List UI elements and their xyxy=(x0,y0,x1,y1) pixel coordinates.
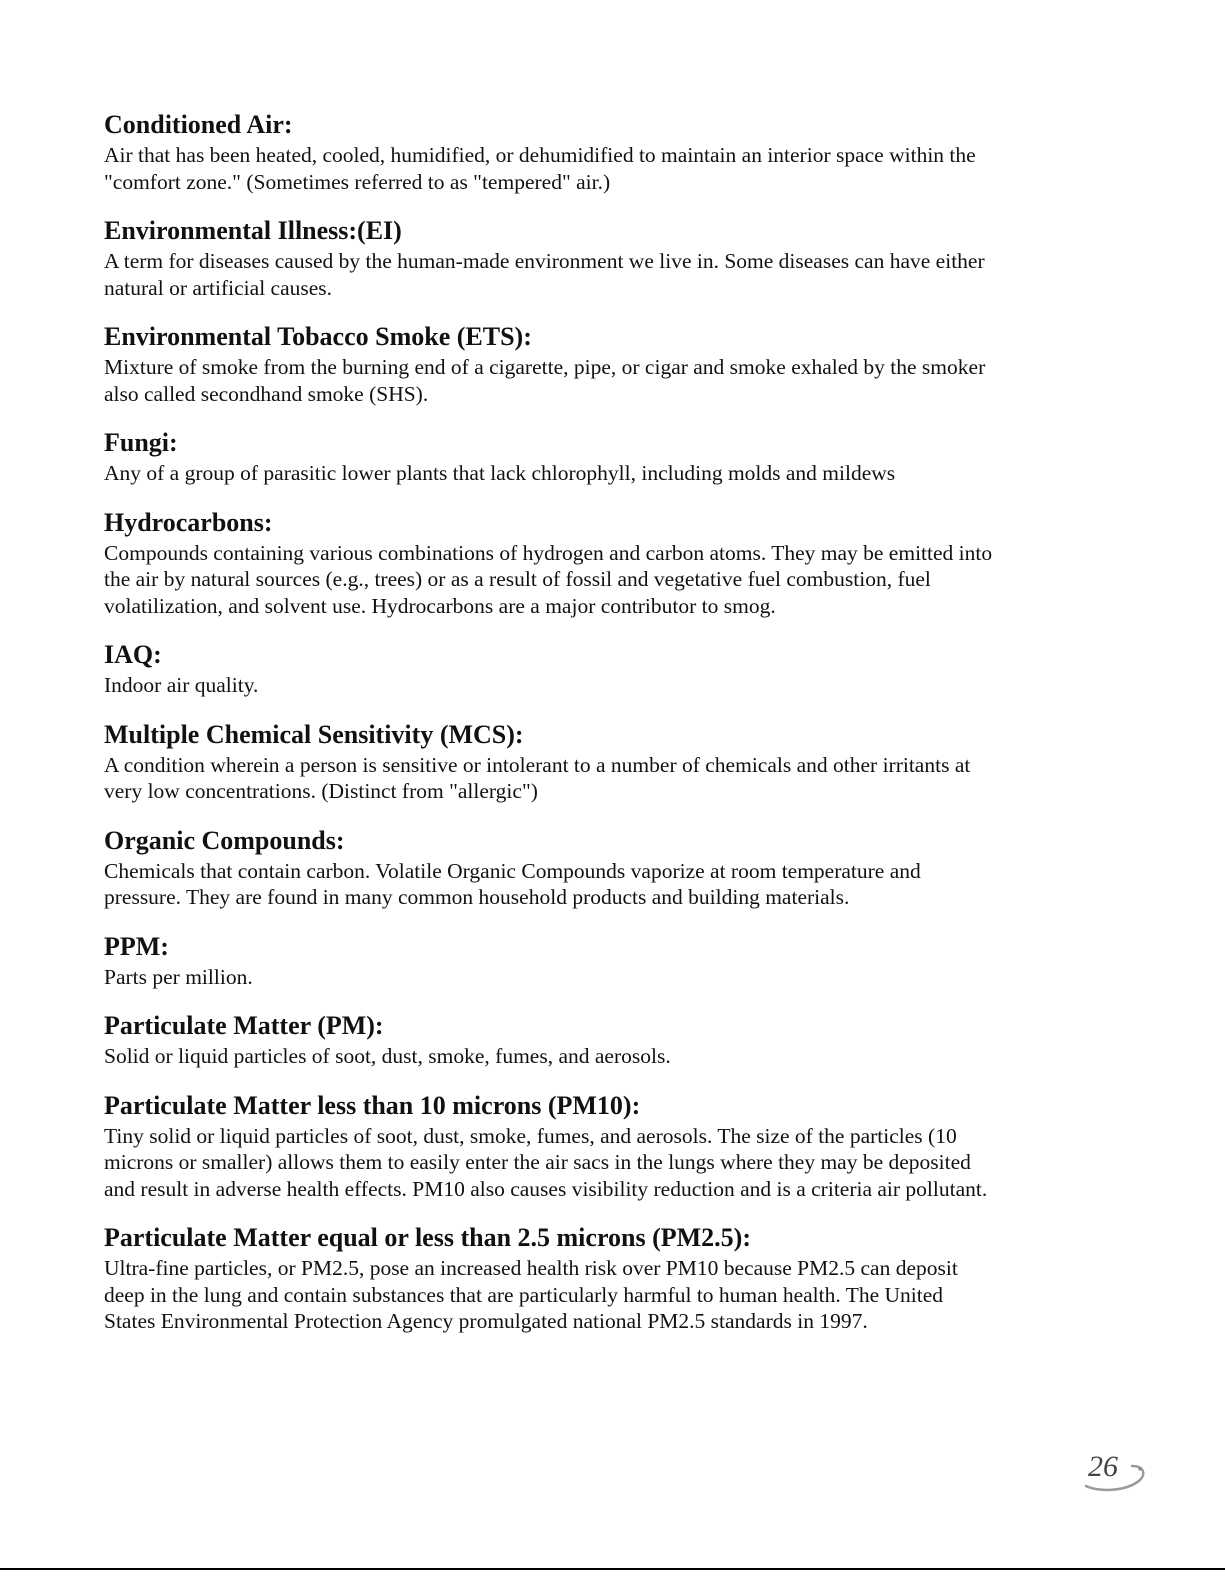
page-number: 26 xyxy=(1088,1450,1118,1483)
glossary-definition: Compounds containing various combinations of hydrogen and carbon atoms. They may be emitted into the air by natural sources (e.g., trees) or as a result of fossil and vegetative fuel combustion, fuel volatilization, and solvent use. Hydrocarbons are a major contributor to smog. xyxy=(104,540,993,618)
glossary-definition: Solid or liquid particles of soot, dust, smoke, fumes, and aerosols. xyxy=(104,1044,671,1068)
glossary-entry-mcs xyxy=(104,718,1104,805)
glossary-term: Fungi: xyxy=(104,428,178,457)
glossary-definition: A condition wherein a person is sensitive or intolerant to a number of chemicals and other irritants at very low concentrations. (Distinct from "allergic") xyxy=(104,752,971,803)
glossary-definition: Mixture of smoke from the burning end of a cigarette, pipe, or cigar and smoke exhaled by the smoker also called secondhand smoke (SHS). xyxy=(104,355,986,406)
glossary-definition: Indoor air quality. xyxy=(104,673,259,697)
glossary-entry-fungi xyxy=(104,426,1104,487)
glossary-term: Organic Compounds: xyxy=(104,825,345,855)
glossary-entry-iaq xyxy=(104,638,1104,699)
glossary-term: Conditioned Air: xyxy=(104,110,293,139)
glossary-definition: Any of a group of parasitic lower plants that lack chlorophyll, including molds and mildews xyxy=(104,461,896,485)
glossary-definition: Tiny solid or liquid particles of soot, dust, smoke, fumes, and aerosols. The size of the particles (10 microns or smaller) allows them to easily enter the air sacs in the lungs where they may be deposited and result in adverse health effects. PM10 also causes visibility reduction and is a criteria air pollutant. xyxy=(104,1123,988,1201)
glossary-entry-environmental-illness xyxy=(104,214,1104,301)
glossary-entry-organic-compounds xyxy=(104,824,1104,911)
glossary-list xyxy=(104,108,1104,1354)
glossary-term: Environmental Tobacco Smoke (ETS): xyxy=(104,322,532,351)
glossary-entry-environmental-tobacco-smoke xyxy=(104,320,1104,407)
glossary-definition: A term for diseases caused by the human-made environment we live in. Some diseases can have either natural or artificial causes. xyxy=(104,249,985,300)
glossary-term: Environmental Illness:(EI) xyxy=(104,216,402,245)
glossary-entry-pm2-5 xyxy=(104,1221,1104,1335)
glossary-definition: Chemicals that contain carbon. Volatile Organic Compounds vaporize at room temperature and pressure. They are found in many common household products and building materials. xyxy=(104,858,921,909)
page-number-badge xyxy=(1082,1450,1152,1494)
glossary-definition: Air that has been heated, cooled, humidified, or dehumidified to maintain an interior space within the "comfort zone." (Sometimes referred to as "tempered" air.) xyxy=(104,143,976,194)
glossary-definition: Parts per million. xyxy=(104,964,253,989)
bottom-rule xyxy=(0,1568,1225,1570)
glossary-term: IAQ: xyxy=(104,640,162,669)
glossary-definition: Ultra-fine particles, or PM2.5, pose an increased health risk over PM10 because PM2.5 can deposit deep in the lung and contain substances that are particularly harmful to human health. The United States Environmental Protection Agency promulgated national PM2.5 standards in 1997. xyxy=(104,1256,958,1333)
glossary-term: Particulate Matter equal or less than 2.5 microns (PM2.5): xyxy=(104,1223,751,1252)
glossary-term: Particulate Matter (PM): xyxy=(104,1011,384,1040)
glossary-entry-conditioned-air xyxy=(104,108,1104,195)
glossary-term: Hydrocarbons: xyxy=(104,507,273,537)
glossary-entry-pm10 xyxy=(104,1089,1104,1203)
glossary-term: Particulate Matter less than 10 microns (PM10): xyxy=(104,1090,641,1120)
glossary-term: PPM: xyxy=(104,931,169,961)
glossary-entry-particulate-matter xyxy=(104,1009,1104,1070)
glossary-entry-hydrocarbons xyxy=(104,506,1104,620)
glossary-entry-ppm xyxy=(104,930,1104,991)
glossary-term: Multiple Chemical Sensitivity (MCS): xyxy=(104,719,524,749)
